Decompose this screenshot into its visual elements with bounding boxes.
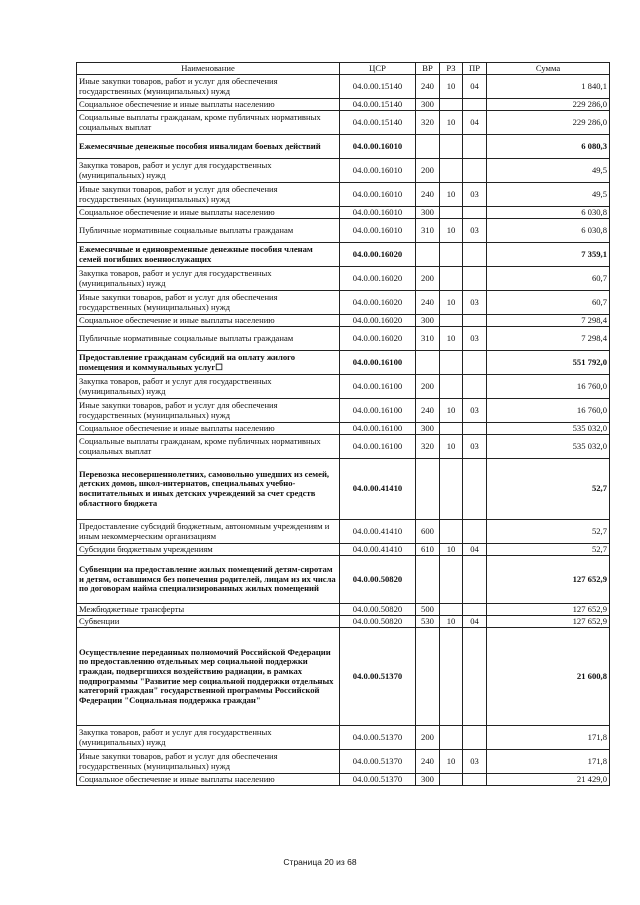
table-header-row [77, 63, 610, 75]
cell-csr: 04.0.00.16020 [340, 327, 416, 351]
cell-csr: 04.0.00.51370 [340, 750, 416, 774]
table-row [77, 243, 610, 267]
header-rz: РЗ [440, 63, 463, 75]
cell-sum: 1 840,1 [487, 75, 610, 99]
cell-name: Субвенции на предоставление жилых помещений детям-сиротам и детям, оставшимся без попечения родителей, лицам из их числа по договорам найма специализированных жилых помещений [77, 556, 340, 604]
cell-rz: 10 [440, 111, 463, 135]
cell-sum: 535 032,0 [487, 435, 610, 459]
cell-sum: 60,7 [487, 291, 610, 315]
cell-rz: 10 [440, 399, 463, 423]
cell-pr [463, 520, 487, 544]
table-body [77, 75, 610, 786]
table-row [77, 75, 610, 99]
cell-csr: 04.0.00.50820 [340, 616, 416, 628]
cell-sum: 229 286,0 [487, 99, 610, 111]
table-row [77, 520, 610, 544]
cell-name: Предоставление гражданам субсидий на оплату жилого помещения и коммунальных услуг☐ [77, 351, 340, 375]
cell-rz [440, 423, 463, 435]
table-row [77, 435, 610, 459]
cell-vr: 240 [416, 183, 440, 207]
cell-sum: 52,7 [487, 520, 610, 544]
table-row [77, 159, 610, 183]
page-number: Страница 20 из 68 [283, 857, 357, 867]
cell-vr: 300 [416, 207, 440, 219]
cell-pr: 04 [463, 544, 487, 556]
cell-sum: 16 760,0 [487, 375, 610, 399]
cell-name: Закупка товаров, работ и услуг для государственных (муниципальных) нужд [77, 159, 340, 183]
cell-rz [440, 99, 463, 111]
cell-vr: 610 [416, 544, 440, 556]
cell-csr: 04.0.00.16010 [340, 207, 416, 219]
cell-pr [463, 315, 487, 327]
cell-csr: 04.0.00.15140 [340, 99, 416, 111]
cell-sum: 49,5 [487, 183, 610, 207]
table-row [77, 351, 610, 375]
cell-csr: 04.0.00.41410 [340, 544, 416, 556]
cell-vr: 300 [416, 315, 440, 327]
cell-sum: 7 298,4 [487, 315, 610, 327]
cell-csr: 04.0.00.16020 [340, 291, 416, 315]
cell-rz: 10 [440, 75, 463, 99]
table-row [77, 327, 610, 351]
cell-name: Перевозка несовершеннолетних, самовольно ушедших из семей, детских домов, школ-интернатов, специальных учебно-воспитательных и иных детских учреждений за счет средств областного бюджета [77, 459, 340, 520]
cell-vr: 300 [416, 99, 440, 111]
cell-csr: 04.0.00.51370 [340, 774, 416, 786]
table-row [77, 616, 610, 628]
cell-name: Закупка товаров, работ и услуг для государственных (муниципальных) нужд [77, 375, 340, 399]
table-row [77, 399, 610, 423]
cell-name: Межбюджетные трансферты [77, 604, 340, 616]
cell-name: Социальное обеспечение и иные выплаты населению [77, 423, 340, 435]
cell-pr: 04 [463, 75, 487, 99]
cell-csr: 04.0.00.16010 [340, 135, 416, 159]
cell-vr: 300 [416, 774, 440, 786]
cell-sum: 6 030,8 [487, 219, 610, 243]
cell-rz [440, 159, 463, 183]
cell-sum: 7 298,4 [487, 327, 610, 351]
cell-pr: 03 [463, 219, 487, 243]
cell-csr: 04.0.00.16100 [340, 399, 416, 423]
header-pr: ПР [463, 63, 487, 75]
cell-vr: 240 [416, 75, 440, 99]
header-csr: ЦСР [340, 63, 416, 75]
table-row [77, 267, 610, 291]
cell-pr [463, 628, 487, 726]
cell-name: Социальное обеспечение и иные выплаты населению [77, 774, 340, 786]
cell-csr: 04.0.00.16020 [340, 315, 416, 327]
cell-sum: 21 429,0 [487, 774, 610, 786]
table-row [77, 750, 610, 774]
cell-rz: 10 [440, 183, 463, 207]
cell-pr [463, 459, 487, 520]
cell-rz [440, 604, 463, 616]
cell-rz: 10 [440, 750, 463, 774]
cell-rz [440, 556, 463, 604]
cell-vr: 320 [416, 111, 440, 135]
cell-csr: 04.0.00.16100 [340, 351, 416, 375]
cell-rz [440, 351, 463, 375]
cell-sum: 52,7 [487, 544, 610, 556]
cell-vr: 600 [416, 520, 440, 544]
cell-pr: 03 [463, 327, 487, 351]
cell-pr [463, 604, 487, 616]
cell-csr: 04.0.00.16010 [340, 183, 416, 207]
cell-sum: 16 760,0 [487, 399, 610, 423]
header-vr: ВР [416, 63, 440, 75]
cell-sum: 7 359,1 [487, 243, 610, 267]
cell-name: Публичные нормативные социальные выплаты гражданам [77, 327, 340, 351]
header-sum: Сумма [487, 63, 610, 75]
cell-name: Иные закупки товаров, работ и услуг для обеспечения государственных (муниципальных) нужд [77, 291, 340, 315]
cell-rz: 10 [440, 219, 463, 243]
table-row [77, 291, 610, 315]
cell-vr [416, 135, 440, 159]
cell-csr: 04.0.00.16020 [340, 243, 416, 267]
cell-sum: 171,8 [487, 726, 610, 750]
cell-pr: 03 [463, 399, 487, 423]
cell-rz: 10 [440, 327, 463, 351]
cell-csr: 04.0.00.41410 [340, 459, 416, 520]
cell-vr: 240 [416, 399, 440, 423]
cell-pr [463, 243, 487, 267]
cell-name: Социальные выплаты гражданам, кроме публичных нормативных социальных выплат [77, 435, 340, 459]
cell-pr [463, 423, 487, 435]
table-row [77, 726, 610, 750]
table-row [77, 459, 610, 520]
cell-vr: 320 [416, 435, 440, 459]
cell-vr: 240 [416, 750, 440, 774]
cell-name: Публичные нормативные социальные выплаты гражданам [77, 219, 340, 243]
cell-name: Иные закупки товаров, работ и услуг для обеспечения государственных (муниципальных) нужд [77, 75, 340, 99]
cell-sum: 171,8 [487, 750, 610, 774]
cell-rz [440, 315, 463, 327]
cell-vr: 300 [416, 423, 440, 435]
cell-rz [440, 520, 463, 544]
cell-rz: 10 [440, 435, 463, 459]
cell-name: Социальные выплаты гражданам, кроме публичных нормативных социальных выплат [77, 111, 340, 135]
cell-vr [416, 628, 440, 726]
cell-name: Иные закупки товаров, работ и услуг для обеспечения государственных (муниципальных) нужд [77, 183, 340, 207]
cell-sum: 6 030,8 [487, 207, 610, 219]
cell-sum: 127 652,9 [487, 616, 610, 628]
cell-pr: 03 [463, 291, 487, 315]
cell-rz [440, 243, 463, 267]
cell-name: Ежемесячные денежные пособия инвалидам боевых действий [77, 135, 340, 159]
cell-name: Закупка товаров, работ и услуг для государственных (муниципальных) нужд [77, 726, 340, 750]
cell-csr: 04.0.00.16100 [340, 435, 416, 459]
cell-csr: 04.0.00.15140 [340, 75, 416, 99]
cell-rz: 10 [440, 291, 463, 315]
cell-name: Иные закупки товаров, работ и услуг для обеспечения государственных (муниципальных) нужд [77, 750, 340, 774]
cell-sum: 6 080,3 [487, 135, 610, 159]
cell-pr [463, 135, 487, 159]
cell-csr: 04.0.00.16020 [340, 267, 416, 291]
cell-sum: 127 652,9 [487, 604, 610, 616]
cell-name: Субсидии бюджетным учреждениям [77, 544, 340, 556]
cell-pr [463, 351, 487, 375]
cell-rz: 10 [440, 616, 463, 628]
cell-vr: 200 [416, 159, 440, 183]
cell-pr [463, 99, 487, 111]
cell-csr: 04.0.00.51370 [340, 628, 416, 726]
cell-rz: 10 [440, 544, 463, 556]
cell-vr: 500 [416, 604, 440, 616]
cell-csr: 04.0.00.51370 [340, 726, 416, 750]
cell-sum: 535 032,0 [487, 423, 610, 435]
cell-pr [463, 375, 487, 399]
cell-csr: 04.0.00.15140 [340, 111, 416, 135]
cell-csr: 04.0.00.41410 [340, 520, 416, 544]
cell-pr [463, 207, 487, 219]
cell-vr: 310 [416, 219, 440, 243]
cell-vr [416, 556, 440, 604]
cell-rz [440, 135, 463, 159]
cell-pr [463, 726, 487, 750]
cell-sum: 60,7 [487, 267, 610, 291]
table-row [77, 207, 610, 219]
table-row [77, 423, 610, 435]
cell-name: Осуществление переданных полномочий Российской Федерации по предоставлению отдельных мер социальной поддержки граждан, подвергшихся воздействию радиации, в рамках подпрограммы "Развитие мер социальной поддержки отдельных категорий граждан" государственной программы Российской Федерации "Социальная поддержка граждан" [77, 628, 340, 726]
cell-sum: 127 652,9 [487, 556, 610, 604]
table-row [77, 315, 610, 327]
table-row [77, 375, 610, 399]
cell-sum: 551 792,0 [487, 351, 610, 375]
cell-rz [440, 726, 463, 750]
cell-name: Предоставление субсидий бюджетным, автономным учреждениям и иным некоммерческим организациям [77, 520, 340, 544]
table-row [77, 99, 610, 111]
cell-vr: 200 [416, 726, 440, 750]
cell-name: Иные закупки товаров, работ и услуг для обеспечения государственных (муниципальных) нужд [77, 399, 340, 423]
cell-sum: 21 600,8 [487, 628, 610, 726]
table-row [77, 135, 610, 159]
cell-csr: 04.0.00.16100 [340, 375, 416, 399]
cell-sum: 229 286,0 [487, 111, 610, 135]
cell-vr: 200 [416, 375, 440, 399]
table-row [77, 183, 610, 207]
budget-table [76, 62, 610, 786]
table-row [77, 111, 610, 135]
cell-vr: 310 [416, 327, 440, 351]
cell-pr: 04 [463, 111, 487, 135]
table-row [77, 774, 610, 786]
cell-csr: 04.0.00.50820 [340, 556, 416, 604]
cell-name: Субвенции [77, 616, 340, 628]
header-name: Наименование [77, 63, 340, 75]
cell-rz [440, 628, 463, 726]
cell-vr [416, 243, 440, 267]
cell-vr: 240 [416, 291, 440, 315]
cell-sum: 49,5 [487, 159, 610, 183]
cell-vr [416, 351, 440, 375]
cell-vr: 200 [416, 267, 440, 291]
table-row [77, 219, 610, 243]
cell-rz [440, 267, 463, 291]
table-row [77, 628, 610, 726]
cell-vr: 530 [416, 616, 440, 628]
cell-pr: 03 [463, 750, 487, 774]
cell-name: Социальное обеспечение и иные выплаты населению [77, 315, 340, 327]
cell-csr: 04.0.00.16010 [340, 219, 416, 243]
table-row [77, 556, 610, 604]
cell-pr [463, 267, 487, 291]
cell-sum: 52,7 [487, 459, 610, 520]
cell-pr [463, 159, 487, 183]
cell-csr: 04.0.00.16100 [340, 423, 416, 435]
cell-rz [440, 207, 463, 219]
cell-rz [440, 375, 463, 399]
cell-name: Социальное обеспечение и иные выплаты населению [77, 99, 340, 111]
cell-vr [416, 459, 440, 520]
cell-rz [440, 459, 463, 520]
cell-name: Ежемесячные и единовременные денежные пособия членам семей погибших военнослужащих [77, 243, 340, 267]
cell-name: Закупка товаров, работ и услуг для государственных (муниципальных) нужд [77, 267, 340, 291]
cell-pr: 03 [463, 435, 487, 459]
cell-name: Социальное обеспечение и иные выплаты населению [77, 207, 340, 219]
cell-csr: 04.0.00.16010 [340, 159, 416, 183]
table-row [77, 544, 610, 556]
cell-pr [463, 556, 487, 604]
cell-rz [440, 774, 463, 786]
table-row [77, 604, 610, 616]
cell-pr: 04 [463, 616, 487, 628]
cell-pr: 03 [463, 183, 487, 207]
cell-csr: 04.0.00.50820 [340, 604, 416, 616]
cell-pr [463, 774, 487, 786]
